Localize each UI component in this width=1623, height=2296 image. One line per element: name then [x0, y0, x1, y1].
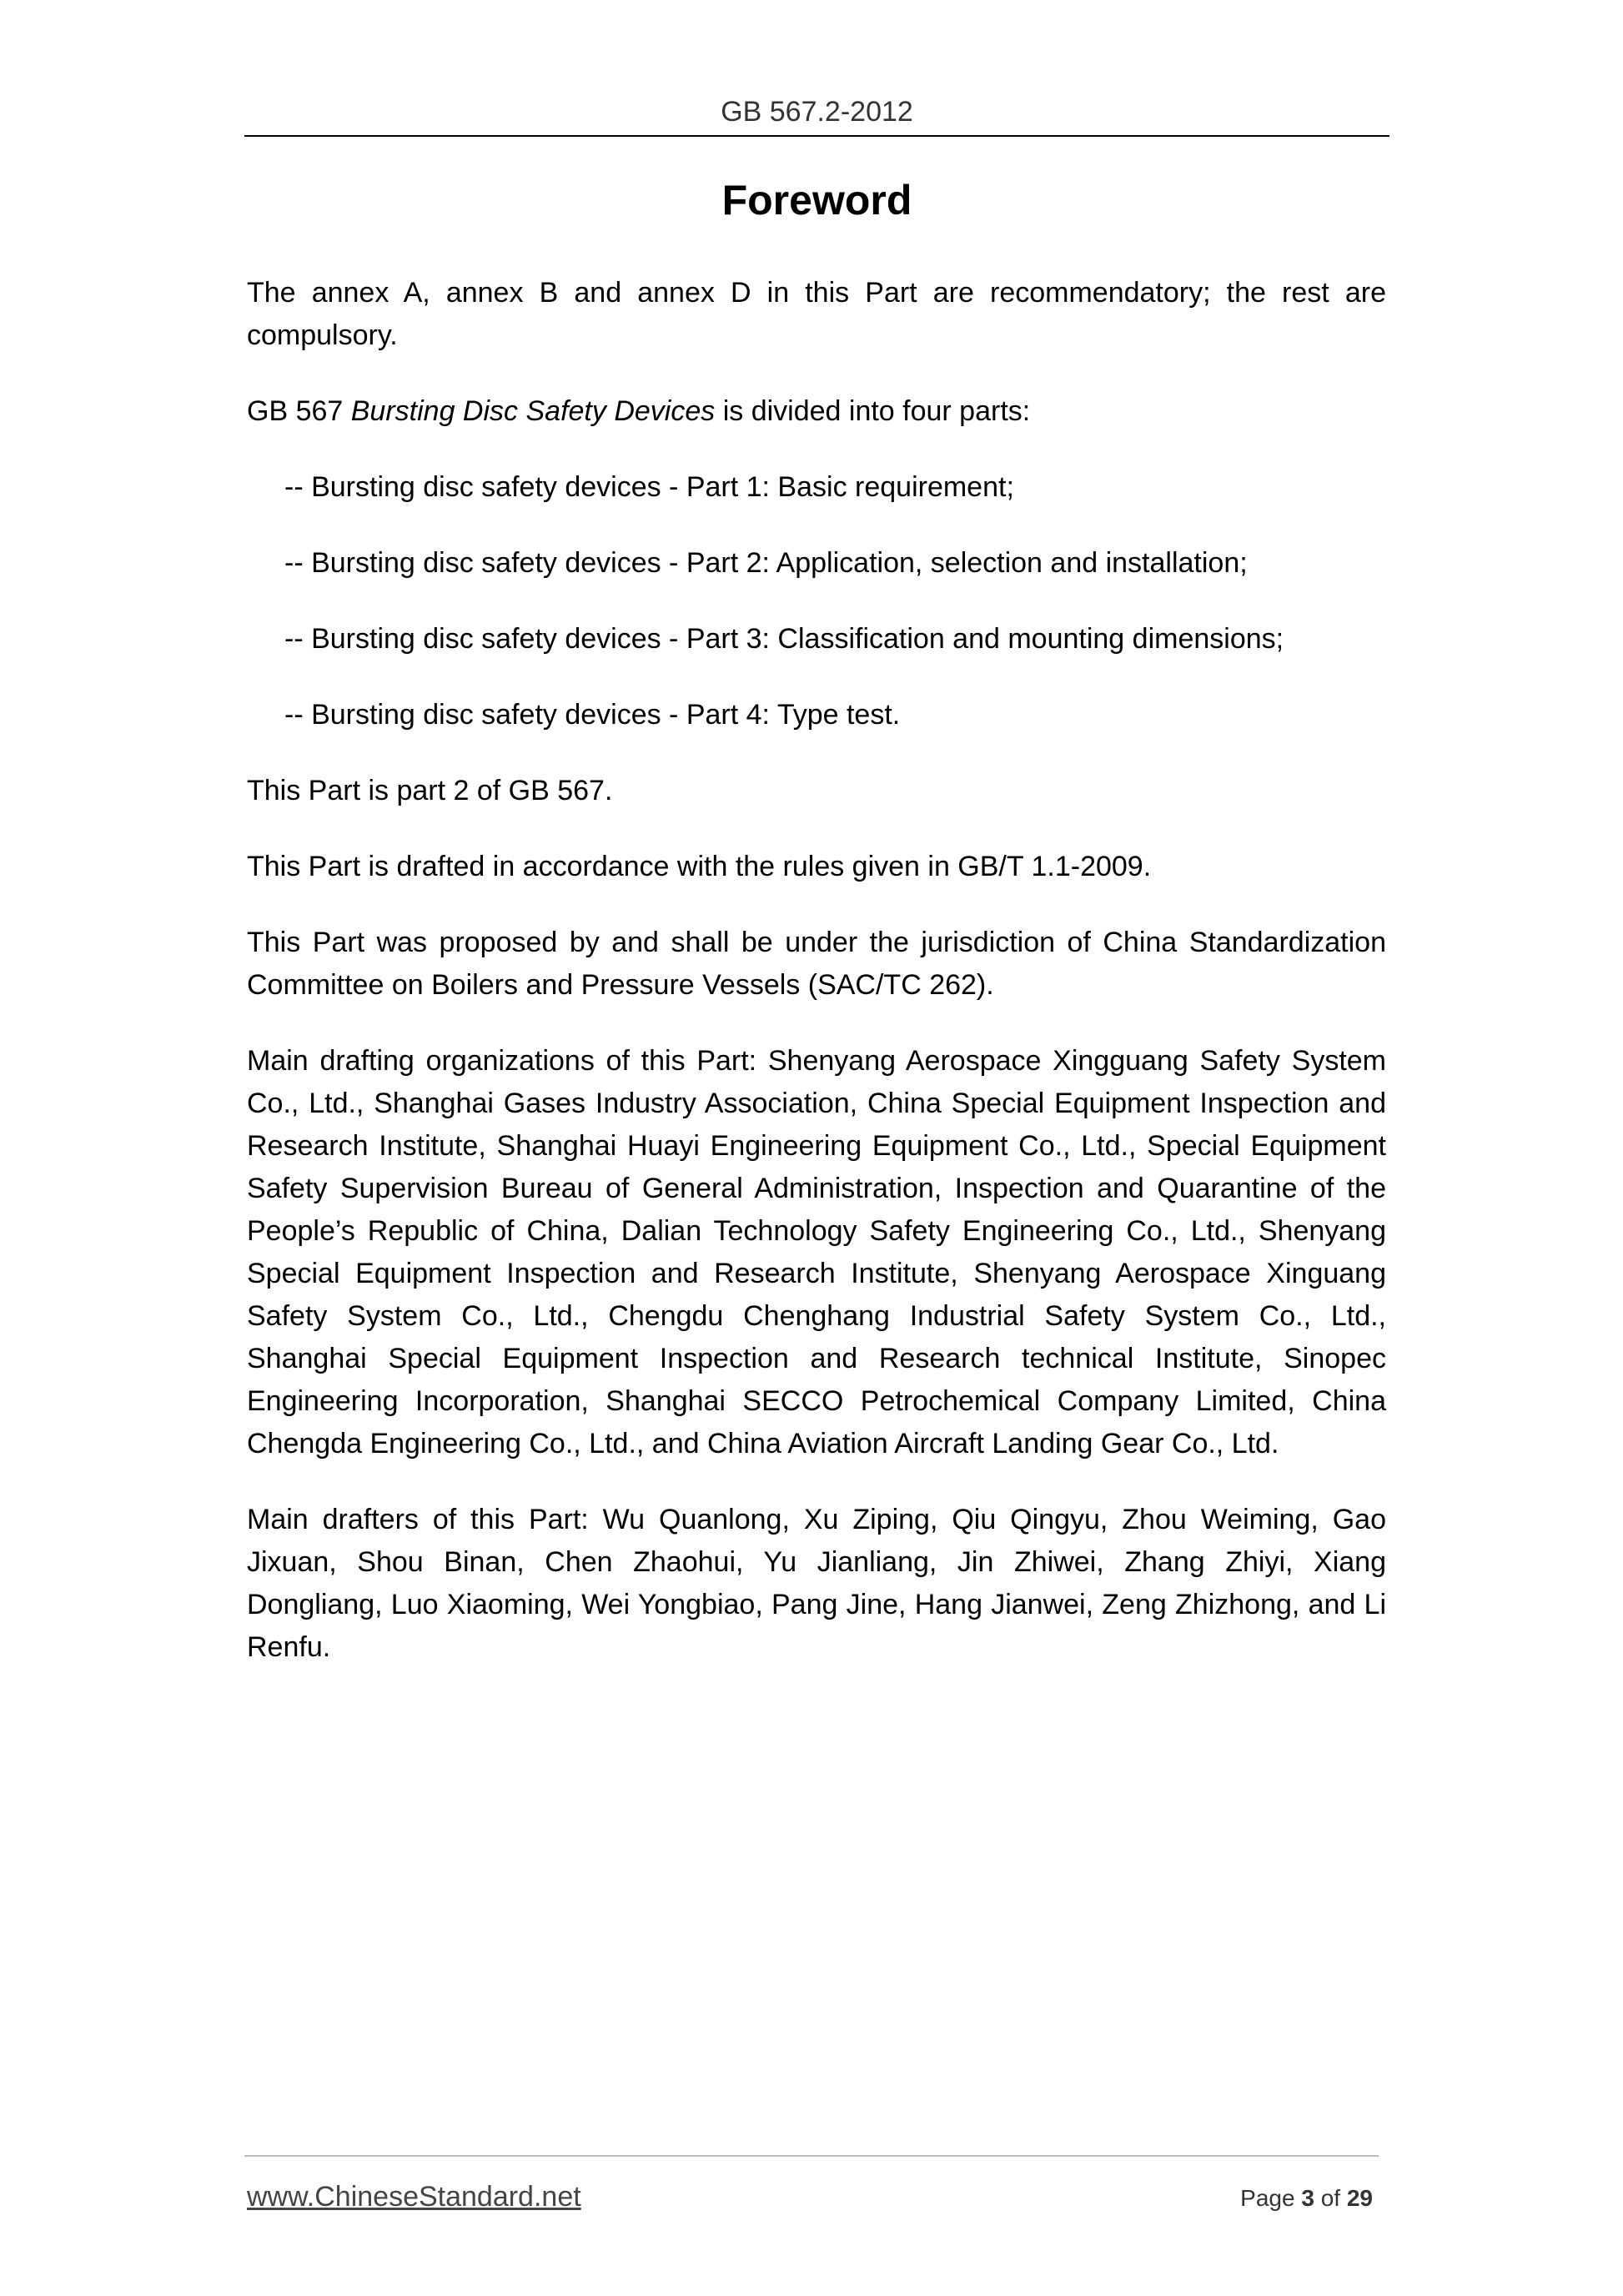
foreword-body: [247, 272, 1386, 1702]
website-link[interactable]: www.ChineseStandard.net: [247, 2181, 581, 2213]
running-header: [244, 92, 1389, 137]
page-indicator: [1240, 2182, 1373, 2215]
standard-title-italic: Bursting Disc Safety Devices: [350, 395, 716, 427]
paragraph-parts-intro: [247, 390, 1386, 433]
paragraph-drafters: Main drafters of this Part: Wu Quanlong, Xu Ziping, Qiu Qingyu, Zhou Weiming, Gao Jixuan, Shou Binan, Chen Zhaohui, Yu Jianliang, Jin Zhiwei, Zhang Zhiyi, Xiang Dongliang, Luo Xiaoming, Wei Yongbiao, Pang Jine, Hang Jianwei, Zeng Zhizhong, and Li Renfu.: [247, 1504, 1386, 1663]
current-page-number: 3: [1301, 2185, 1314, 2211]
paragraph-part-number: This Part is part 2 of GB 567.: [247, 775, 613, 806]
parts-intro-suffix: is divided into four parts:: [715, 395, 1031, 427]
page-of-label: of: [1314, 2185, 1347, 2211]
page-prefix: Page: [1240, 2185, 1302, 2211]
list-item: -- Bursting disc safety devices - Part 2: Application, selection and installation;: [284, 547, 1248, 579]
footer-divider: [244, 2155, 1379, 2157]
paragraph-drafting-organizations: Main drafting organizations of this Part: Shenyang Aerospace Xingguang Safety System Co., Ltd., Shanghai Gases Industry Association, China Special Equipment Inspection and Research Institute, Shanghai Huayi Engineering Equipment Co., Ltd., Special Equipment Safety Supervision Bureau of General Administration, Inspection and Quarantine of the People’s Republic of China, Dalian Technology Safety Engineering Co., Ltd., Shenyang Special Equipment Inspection and Research Institute, Shenyang Aerospace Xinguang Safety System Co., Ltd., Chengdu Chenghang Industrial Safety System Co., Ltd., Shanghai Special Equipment Inspection and Research technical Institute, Sinopec Engineering Incorporation, Shanghai SECCO Petrochemical Company Limited, China Chengda Engineering Co., Ltd., and China Aviation Aircraft Landing Gear Co., Ltd.: [247, 1045, 1386, 1459]
list-item: -- Bursting disc safety devices - Part 1: Basic requirement;: [284, 471, 1014, 503]
standard-number: GB 567.2-2012: [721, 96, 913, 128]
list-item: -- Bursting disc safety devices - Part 4: Type test.: [284, 699, 901, 731]
paragraph-annex-note: The annex A, annex B and annex D in this Part are recommendatory; the rest are compulsory.: [247, 277, 1386, 351]
list-item: -- Bursting disc safety devices - Part 3: Classification and mounting dimensions;: [284, 623, 1284, 655]
page-title: Foreword: [721, 177, 912, 224]
parts-intro-prefix: GB 567: [247, 395, 351, 427]
paragraph-drafting-rules: This Part is drafted in accordance with the rules given in GB/T 1.1-2009.: [247, 851, 1152, 882]
total-pages-number: 29: [1346, 2185, 1373, 2211]
paragraph-proposer: This Part was proposed by and shall be under the jurisdiction of China Standardization Committee on Boilers and Pressure Vessels (SAC/TC 262).: [247, 927, 1386, 1001]
